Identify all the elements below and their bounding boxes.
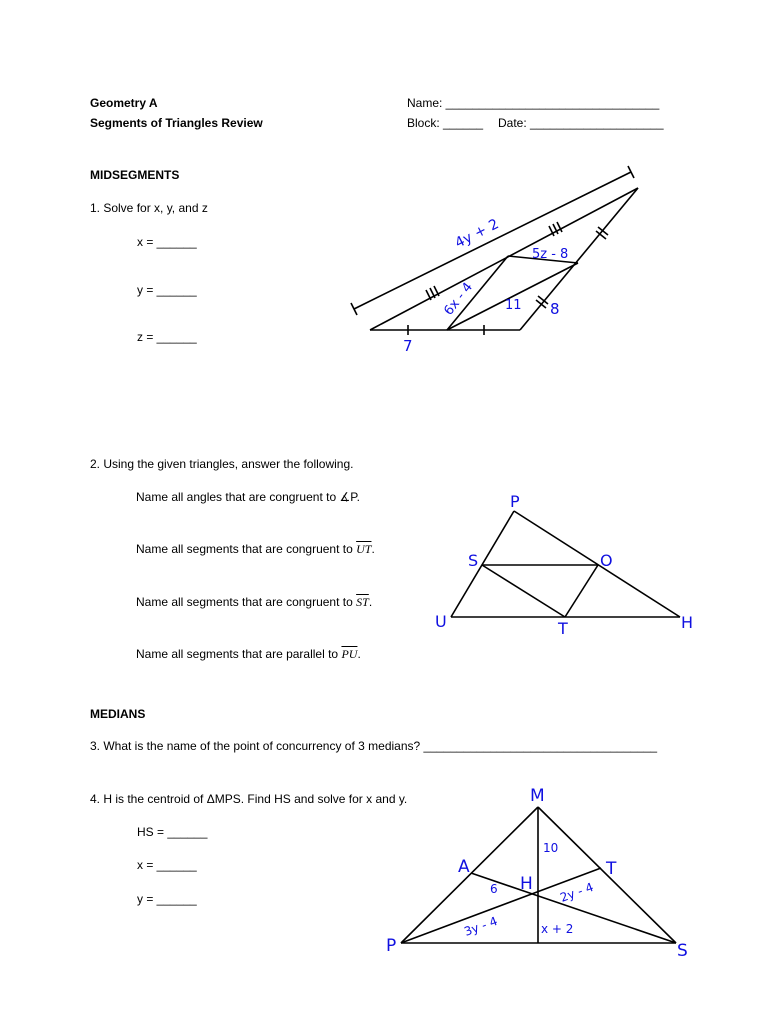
section-heading-medians: MEDIANS — [90, 707, 146, 721]
course-title: Geometry A — [90, 96, 158, 110]
label-5z-minus-8: 5z - 8 — [532, 247, 569, 262]
q4-answer-y[interactable]: y = ______ — [137, 892, 197, 906]
vertex-p: P — [510, 492, 520, 511]
vertex-m: M — [530, 786, 545, 806]
period: . — [371, 542, 375, 556]
segment-pu: $\overline{PU}$ — [341, 647, 358, 661]
period: . — [357, 647, 361, 661]
q3-prompt[interactable]: 3. What is the name of the point of concurrency of 3 medians? ___________________________________ — [90, 739, 658, 753]
q2-item-ut-text: Name all segments that are congruent to — [136, 542, 357, 556]
section-heading-midsegments: MIDSEGMENTS — [90, 168, 180, 182]
angle-p-symbol: ∡P. — [339, 490, 361, 504]
label-6x-minus-4: 6x - 4 — [441, 279, 477, 319]
length-mh: 10 — [543, 841, 559, 855]
vertex-u: U — [435, 612, 447, 631]
period: . — [368, 595, 373, 609]
length-th: 2y - 4 — [558, 879, 596, 905]
q2-prompt: 2. Using the given triangles, answer the following. — [90, 457, 354, 471]
q2-item-angles-text: Name all angles that are congruent to — [136, 490, 340, 504]
q4-answer-hs[interactable]: HS = ______ — [137, 825, 208, 839]
label-4y-plus-2: 4y + 2 — [452, 216, 502, 252]
q1-answer-z[interactable]: z = ______ — [137, 330, 197, 344]
name-field[interactable]: Name: ________________________________ — [407, 96, 660, 110]
q1-answer-x[interactable]: x = ______ — [137, 235, 197, 249]
label-8: 8 — [550, 300, 560, 318]
length-ph: 3y - 4 — [462, 913, 500, 939]
vertex-s: S — [677, 941, 688, 961]
q4-answer-x[interactable]: x = ______ — [137, 858, 197, 872]
label-11: 11 — [505, 298, 522, 313]
length-ah: 6 — [490, 882, 498, 896]
q1-answer-y[interactable]: y = ______ — [137, 283, 197, 297]
block-field[interactable]: Block: ______ — [407, 116, 484, 130]
label-7: 7 — [403, 337, 413, 355]
segment-ut: $\overline{UT}$ — [356, 542, 372, 556]
vertex-s: S — [468, 551, 479, 570]
q2-item-st-text: Name all segments that are congruent to — [136, 595, 357, 609]
vertex-p: P — [386, 936, 397, 956]
q1-prompt: 1. Solve for x, y, and z — [90, 201, 208, 215]
vertex-h: H — [681, 613, 694, 632]
segment-st: $\overline{ST}$ — [356, 595, 369, 609]
date-field[interactable]: Date: ____________________ — [498, 116, 664, 130]
q2-item-pu-text: Name all segments that are parallel to — [136, 647, 342, 661]
q4-prompt: 4. H is the centroid of ΔMPS. Find HS and solve for x and y. — [90, 792, 408, 806]
vertex-t: T — [606, 859, 617, 879]
centroid-h: H — [520, 874, 533, 894]
length-hs: x + 2 — [541, 922, 574, 936]
worksheet-title: Segments of Triangles Review — [90, 116, 263, 130]
vertex-a: A — [458, 857, 470, 877]
vertex-t: T — [558, 619, 568, 638]
vertex-o: O — [600, 551, 613, 570]
